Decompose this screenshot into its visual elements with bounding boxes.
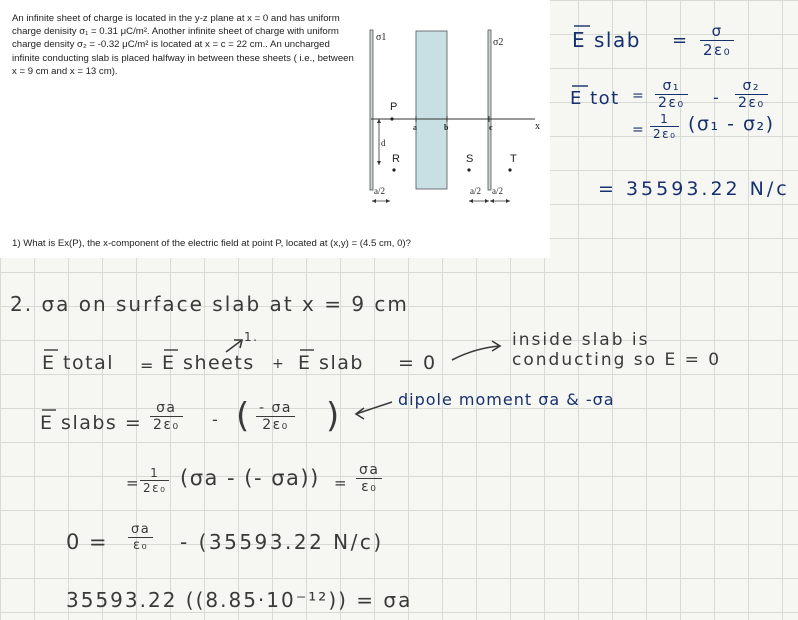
label-a-half-3: a/2 (492, 186, 503, 196)
one-over-two-eps (650, 112, 679, 141)
label-s: S (466, 153, 474, 165)
open-paren: ( (236, 396, 251, 436)
line4-zero: 0 = (66, 530, 109, 554)
sheet-2 (488, 30, 491, 190)
e-slab-main: E slab (298, 352, 364, 374)
line4-fraction (128, 522, 153, 553)
arrow-to-inside (452, 346, 500, 360)
one-symbol: 1 (140, 466, 169, 481)
sigma-difference: (σ₁ - σ₂) (688, 113, 775, 135)
line5: 35593.22 ((8.85·10⁻¹²)) = σa (66, 588, 413, 612)
annotation-1: 1. (244, 330, 259, 344)
label-c: c (489, 123, 493, 132)
point-s (467, 168, 470, 171)
e-slab-fraction (700, 22, 734, 59)
label-t: T (510, 153, 517, 165)
part-2-heading: 2. σa on surface slab at x = 9 cm (10, 292, 409, 316)
plus-sign: + (272, 356, 286, 372)
label-sigma2: σ2 (493, 37, 504, 48)
two-eps-symbol: 2ε₀ (153, 417, 180, 433)
label-a-half-2: a/2 (470, 186, 481, 196)
minus-sign: - (713, 88, 721, 107)
label-r: R (392, 153, 400, 165)
sigma1-fraction (655, 78, 688, 111)
two-eps-symbol: 2ε₀ (653, 127, 677, 141)
sigma-a-symbol: σa (356, 462, 382, 479)
neg-sigma-a-symbol: - σa (256, 400, 295, 417)
e-sheets-label: E sheets (162, 352, 255, 374)
point-r (392, 168, 395, 171)
e-total-zero: = 0 (398, 352, 437, 374)
problem-statement: An infinite sheet of charge is located in the y-z plane at x = 0 and has uniform charge denisity σ₁ = 0.31 μC/m². Another infinite sheet of charge with uniform charge density σ₂ = -0.32 μC/m² is located at x = c = 22 cm.. An uncharged infinite conducting slab is placed halfway in between these sheets ( i.e., between x = 9 cm and x = 13 cm). (12, 13, 354, 77)
sigma2-symbol: σ₂ (735, 78, 768, 95)
sigma2-fraction (735, 78, 768, 111)
problem-panel (0, 0, 550, 258)
two-eps-symbol: 2ε₀ (703, 41, 732, 59)
inside-slab-line1: inside slab is (512, 330, 650, 350)
sigma1-symbol: σ₁ (655, 78, 688, 95)
label-x: x (535, 121, 540, 132)
e-slab-label: E slab (572, 28, 641, 52)
two-eps-symbol: 2ε₀ (738, 95, 765, 111)
e-tot-eq-2: = (632, 122, 646, 138)
conducting-slab (416, 31, 447, 189)
sigma-symbol: σ (700, 22, 734, 41)
label-p: P (390, 101, 398, 113)
arrow-to-dipole (356, 402, 392, 414)
one-symbol: 1 (650, 112, 679, 127)
line3-paren: (σa - (- σa)) (180, 466, 320, 490)
point-p (390, 117, 393, 120)
eps0-symbol: ε₀ (361, 479, 378, 495)
sheet-1 (370, 30, 373, 190)
sigma-a-symbol: σa (128, 522, 153, 538)
line3-eq2: = (334, 474, 349, 492)
label-a: a (413, 123, 417, 132)
e-slabs-label: E slabs = (40, 412, 143, 434)
minus-sign: - (212, 410, 220, 429)
line3-one-over-two-eps (140, 466, 169, 495)
e-tot-eq: = (632, 88, 646, 104)
two-eps-symbol: 2ε₀ (658, 95, 685, 111)
line4-rest: - (35593.22 N/c) (180, 530, 384, 554)
label-d: d (381, 138, 386, 148)
sigma-a-symbol: σa (150, 400, 183, 417)
e-tot-label: E tot (570, 88, 620, 109)
dipole-moment-note: dipole moment σa & -σa (398, 390, 615, 409)
label-sigma1: σ1 (376, 32, 387, 43)
line3-result-fraction (356, 462, 382, 495)
close-paren: ) (326, 396, 341, 436)
e-total-eq: = (140, 356, 155, 375)
sigma-a-fraction (150, 400, 183, 433)
arrow-to-sheets (226, 340, 242, 352)
line3-eq: = (126, 474, 141, 492)
inside-slab-line2: conducting so E = 0 (512, 350, 722, 370)
e-tot-result: = 35593.22 N/c (598, 178, 790, 200)
two-eps-symbol: 2ε₀ (143, 481, 167, 495)
e-total-label: E total (42, 352, 114, 374)
label-a-half-1: a/2 (374, 186, 385, 196)
eps0-symbol: ε₀ (132, 538, 149, 553)
question-1: 1) What is Ex(P), the x-component of the electric field at point P, located at (x,y) = (4.5 cm, 0)? (12, 238, 411, 249)
neg-sigma-a-fraction (256, 400, 295, 433)
e-slab-eq: = (672, 30, 689, 51)
label-b: b (444, 123, 449, 132)
two-eps-symbol: 2ε₀ (262, 417, 289, 433)
point-t (508, 168, 511, 171)
charge-sheets-diagram (365, 25, 550, 215)
